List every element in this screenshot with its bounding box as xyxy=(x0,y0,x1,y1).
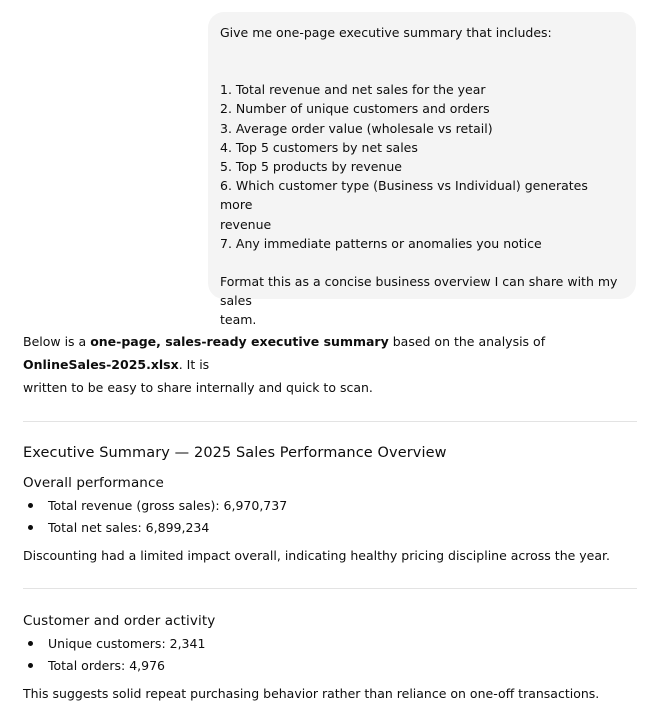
summary-title: Executive Summary — 2025 Sales Performance Overview xyxy=(23,445,447,461)
list-item xyxy=(23,517,637,539)
user-format-line-continuation: team. xyxy=(220,312,257,328)
user-list-item: 7. Any immediate patterns or anomalies you notice xyxy=(220,235,542,251)
list-item-text: Total net sales: 6,899,234 xyxy=(48,520,210,535)
list-item xyxy=(23,633,637,655)
intro-prefix: Below is a xyxy=(23,334,91,349)
intro-middle: based on the analysis of xyxy=(388,334,546,349)
customer-activity-list xyxy=(23,633,637,677)
customer-activity-heading: Customer and order activity xyxy=(23,613,216,629)
intro-bold-summary: one-page, sales-ready executive summary xyxy=(90,334,389,349)
customer-activity-note: This suggests solid repeat purchasing behavior rather than reliance on one-off transactions. xyxy=(23,686,600,701)
list-item-text: Total revenue (gross sales): 6,970,737 xyxy=(48,498,288,513)
user-list-item: 4. Top 5 customers by net sales xyxy=(220,139,418,155)
bullet-dot xyxy=(28,663,33,668)
list-item-text: Total orders: 4,976 xyxy=(48,658,165,673)
bullet-dot xyxy=(28,525,33,530)
bullet-dot xyxy=(28,641,33,646)
assistant-reply xyxy=(23,330,637,705)
intro-line-2: written to be easy to share internally and quick to scan. xyxy=(23,380,373,395)
overall-performance-heading: Overall performance xyxy=(23,475,164,491)
user-list-item-continuation: revenue xyxy=(220,216,272,232)
user-format-line: Format this as a concise business overview I can share with my sales xyxy=(220,274,618,309)
user-list-item: 6. Which customer type (Business vs Individual) generates more xyxy=(220,178,588,213)
reply-intro xyxy=(23,330,637,399)
intro-bold-filename: OnlineSales-2025.xlsx xyxy=(23,357,179,372)
overall-performance-note: Discounting had a limited impact overall, indicating healthy pricing discipline across the year. xyxy=(23,548,610,563)
intro-suffix: . It is xyxy=(178,357,210,372)
overall-performance-list xyxy=(23,495,637,539)
user-message-bubble xyxy=(208,12,636,328)
user-list-item: 1. Total revenue and net sales for the year xyxy=(220,82,486,98)
user-request-line: Give me one-page executive summary that includes: xyxy=(220,25,552,40)
user-list-item: 2. Number of unique customers and orders xyxy=(220,101,490,117)
list-item xyxy=(23,655,637,677)
list-item-text: Unique customers: 2,341 xyxy=(48,636,206,651)
list-item xyxy=(23,495,637,517)
user-list-item: 5. Top 5 products by revenue xyxy=(220,159,402,175)
bullet-dot xyxy=(28,503,33,508)
user-list-item: 3. Average order value (wholesale vs retail) xyxy=(220,120,493,136)
